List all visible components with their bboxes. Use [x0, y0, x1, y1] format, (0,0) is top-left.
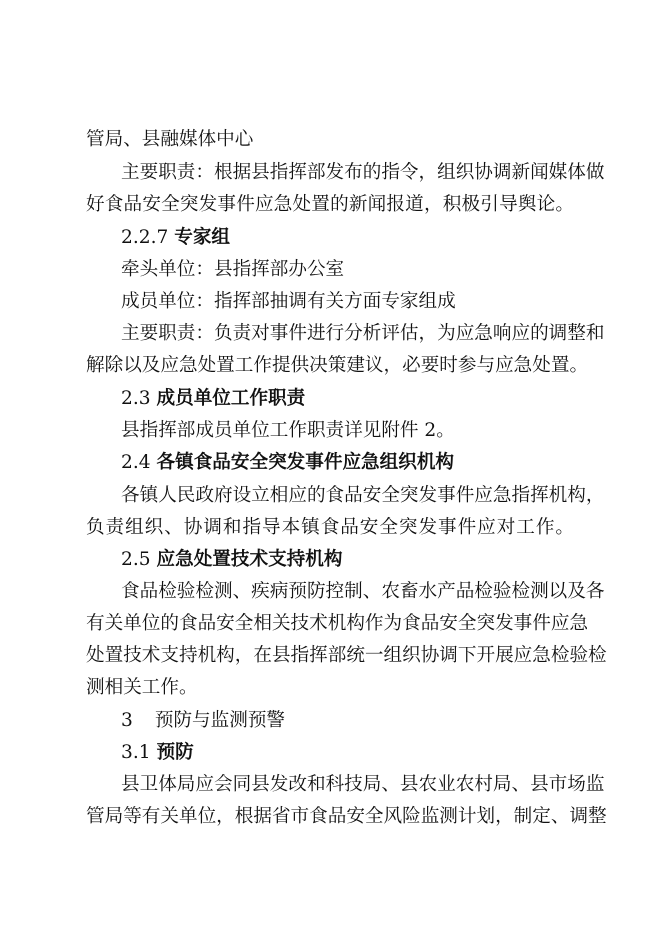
chapter-heading: [121, 709, 285, 733]
body-text-line: 处置技术支持机构，在县指挥部统一组织协调下开展应急检验检: [86, 645, 607, 666]
section-number: 2.4: [121, 452, 151, 473]
body-text-line: 食品检验检测、疾病预防控制、农畜水产品检验检测以及各: [121, 581, 605, 602]
body-text-line: 县卫体局应会同县发改和科技局、县农业农村局、县市场监: [121, 774, 605, 795]
body-text-line: 牵头单位：县指挥部办公室: [121, 259, 345, 280]
body-text-line: 负责组织、协调和指导本镇食品安全突发事件应对工作。: [86, 517, 574, 538]
chapter-number: 3: [121, 710, 133, 731]
section-number: 2.5: [121, 549, 151, 570]
body-text-line: 好食品安全突发事件应急处置的新闻报道，积极引导舆论。: [86, 194, 574, 215]
body-text-line: 管局等有关单位，根据省市食品安全风险监测计划，制定、调整: [86, 806, 607, 827]
section-heading: [121, 226, 230, 250]
section-heading: [121, 548, 342, 572]
body-text-line: 县指挥部成员单位工作职责详见附件 2。: [121, 420, 455, 441]
body-text-line: 管局、县融媒体中心: [86, 129, 254, 150]
body-text-line: 各镇人民政府设立相应的食品安全突发事件应急指挥机构，: [121, 485, 605, 506]
body-text-line: 成员单位：指挥部抽调有关方面专家组成: [121, 291, 456, 312]
section-title: 预防: [156, 742, 194, 763]
section-title: 专家组: [174, 227, 231, 248]
section-number: 3.1: [121, 742, 151, 763]
body-text-line: 测相关工作。: [86, 677, 198, 698]
body-text-line: 解除以及应急处置工作提供决策建议，必要时参与应急处置。: [86, 355, 589, 376]
section-title: 各镇食品安全突发事件应急组织机构: [156, 452, 455, 473]
section-number: 2.3: [121, 388, 151, 409]
body-text-line: 有关单位的食品安全相关技术机构作为食品安全突发事件应急: [86, 613, 589, 634]
section-title: 应急处置技术支持机构: [156, 549, 343, 570]
section-heading: [121, 451, 454, 475]
body-text-line: 主要职责：负责对事件进行分析评估，为应急响应的调整和: [121, 323, 605, 344]
section-title: 成员单位工作职责: [156, 388, 306, 409]
section-heading: [121, 741, 194, 765]
section-heading: [121, 387, 305, 411]
chapter-title: 预防与监测预警: [154, 710, 286, 731]
body-text-line: 主要职责：根据县指挥部发布的指令，组织协调新闻媒体做: [121, 162, 605, 183]
section-number: 2.2.7: [121, 227, 169, 248]
